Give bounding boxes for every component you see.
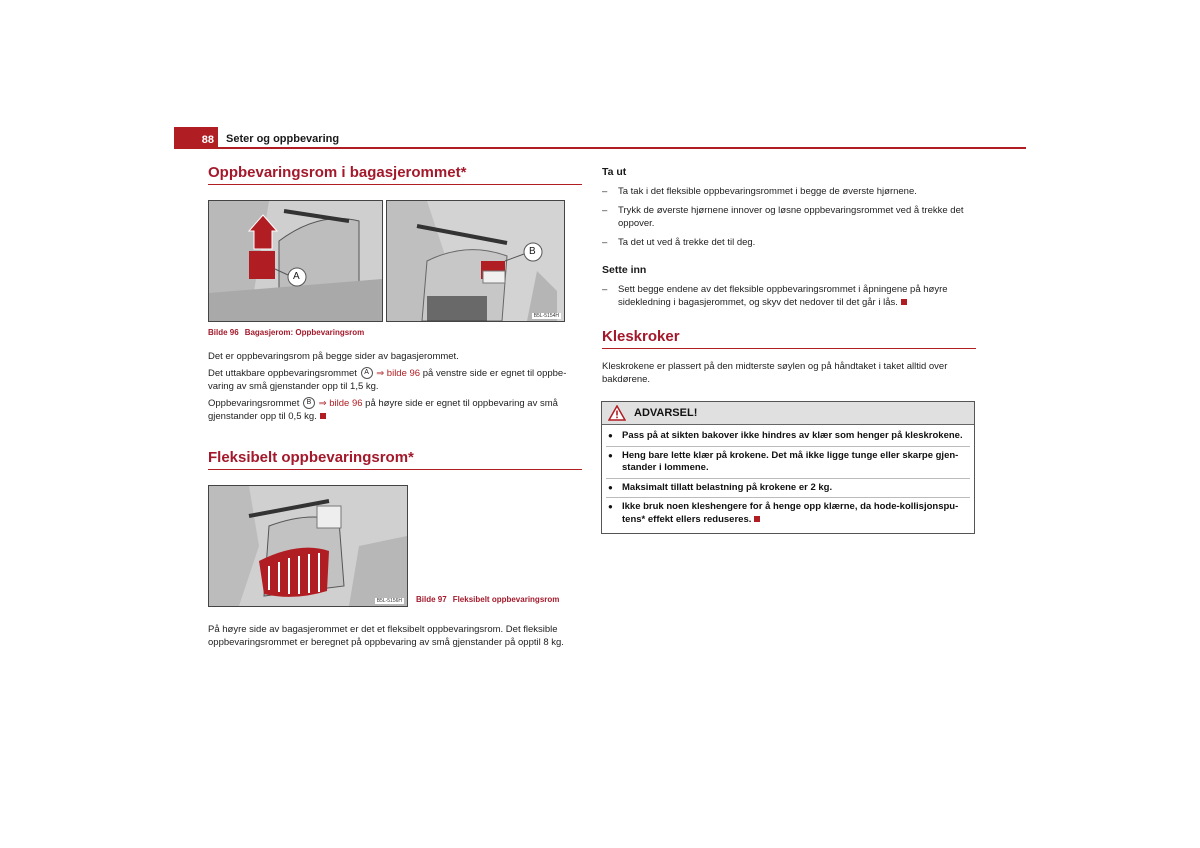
list-item: – Trykk de øverste hjørnene innover og løsne oppbevaringsrommet ved å trekke det oppover.: [602, 204, 976, 230]
warning-item: ● Pass på at sikten bakover ikke hindres av klær som henger på kleskrokene.: [606, 427, 970, 447]
warning-item: [606, 498, 970, 529]
callout-b: B: [303, 397, 315, 409]
image-code: B5L-5156H: [376, 598, 402, 604]
figure-link[interactable]: ⇒ bilde 96: [376, 368, 421, 379]
image-code: B5L-5154H: [533, 313, 559, 319]
section-rule: [208, 469, 582, 470]
end-mark: [901, 299, 907, 305]
figure-link[interactable]: ⇒ bilde 96: [318, 398, 363, 409]
end-mark: [320, 413, 326, 419]
warning-item-text: Ikke bruk noen kleshengere for å henge opp klærne, da hode-kollisjonspu-tens* effekt ellers reduseres.: [622, 501, 959, 525]
list-item: – Ta tak i det fleksible oppbevaringsrommet i begge de øverste hjørnene.: [602, 185, 976, 198]
warning-box: [601, 401, 975, 534]
running-title: Seter og oppbevaring: [226, 133, 340, 145]
text-run: på venstre side er egnet til oppbe-varing av små gjenstander opp til 1,5 kg.: [208, 368, 567, 392]
warning-header: [602, 402, 974, 425]
paragraph: På høyre side av bagasjerommet er det et fleksibelt oppbevaringsrom. Det fleksible oppbevaringsrommet er beregnet på oppbevaring av små gjenstander på opptil 8 kg.: [208, 624, 564, 648]
list-item: – Ta det ut ved å trekke det til deg.: [602, 236, 976, 249]
warning-item: ● Heng bare lette klær på krokene. Det må ikke ligge tunge eller skarpe gjen-stander i lommene.: [606, 447, 970, 479]
warning-item: ● Maksimalt tillatt belastning på krokene er 2 kg.: [606, 479, 970, 499]
trunk-right-illustration: [387, 201, 564, 321]
figure-96-caption: [208, 328, 364, 337]
header-rule: [174, 147, 1026, 149]
section-heading-flexible: Fleksibelt oppbevaringsrom*: [208, 449, 414, 466]
section-rule: [602, 348, 976, 349]
paragraph: Det er oppbevaringsrom på begge sider av bagasjerommet.: [208, 351, 459, 362]
figure-caption-text: Bagasjerom: Oppbevaringsrom: [244, 328, 365, 337]
section-rule: [208, 184, 582, 185]
flexible-storage-text: [208, 623, 582, 653]
kleskroker-text: [602, 360, 976, 390]
trunk-left-illustration: [209, 201, 382, 321]
figure-caption-text: Fleksibelt oppbevaringsrom: [452, 595, 560, 604]
subheading-ta-ut: Ta ut: [602, 166, 627, 178]
figure-number: Bilde 97: [416, 595, 447, 604]
figure-97-caption: [416, 595, 559, 604]
figure-number: Bilde 96: [208, 328, 239, 337]
list-item-text: Sett begge endene av det fleksible oppbevaringsrommet i åpningene på høyre sidekledning i bagasjerommet, og skyv det nedover til det går i lås.: [618, 284, 948, 308]
warning-list: [602, 425, 974, 533]
label-b: B: [529, 246, 536, 257]
paragraph: Kleskrokene er plassert på den midterste søylen og på håndtaket i taket alltid over bakdørene.: [602, 361, 948, 385]
section-heading-storage: Oppbevaringsrom i bagasjerommet*: [208, 164, 467, 181]
section-heading-kleskroker: Kleskroker: [602, 328, 680, 345]
trunk-photo-right: [386, 200, 565, 322]
ta-ut-list: [602, 185, 976, 255]
text-run: Oppbevaringsrommet: [208, 398, 300, 409]
text-run: på høyre side er egnet til oppbevaring av små gjenstander opp til 0,5 kg.: [208, 398, 558, 422]
label-a: A: [293, 271, 300, 282]
sette-inn-list: [602, 283, 976, 315]
warning-title: ADVARSEL!: [634, 407, 698, 419]
flexible-storage-photo: [208, 485, 408, 607]
end-mark: [754, 516, 760, 522]
list-item: [602, 283, 976, 309]
trunk-photo-left: [208, 200, 383, 322]
warning-triangle-icon: [608, 405, 626, 421]
callout-a: A: [361, 367, 373, 379]
paragraph: [208, 397, 582, 423]
flexible-storage-illustration: [209, 486, 407, 606]
paragraph: [208, 367, 582, 393]
text-run: Det uttakbare oppbevaringsrommet: [208, 368, 357, 379]
page-number: 88: [174, 127, 218, 149]
storage-text: [208, 350, 582, 427]
subheading-sette-inn: Sette inn: [602, 264, 647, 276]
